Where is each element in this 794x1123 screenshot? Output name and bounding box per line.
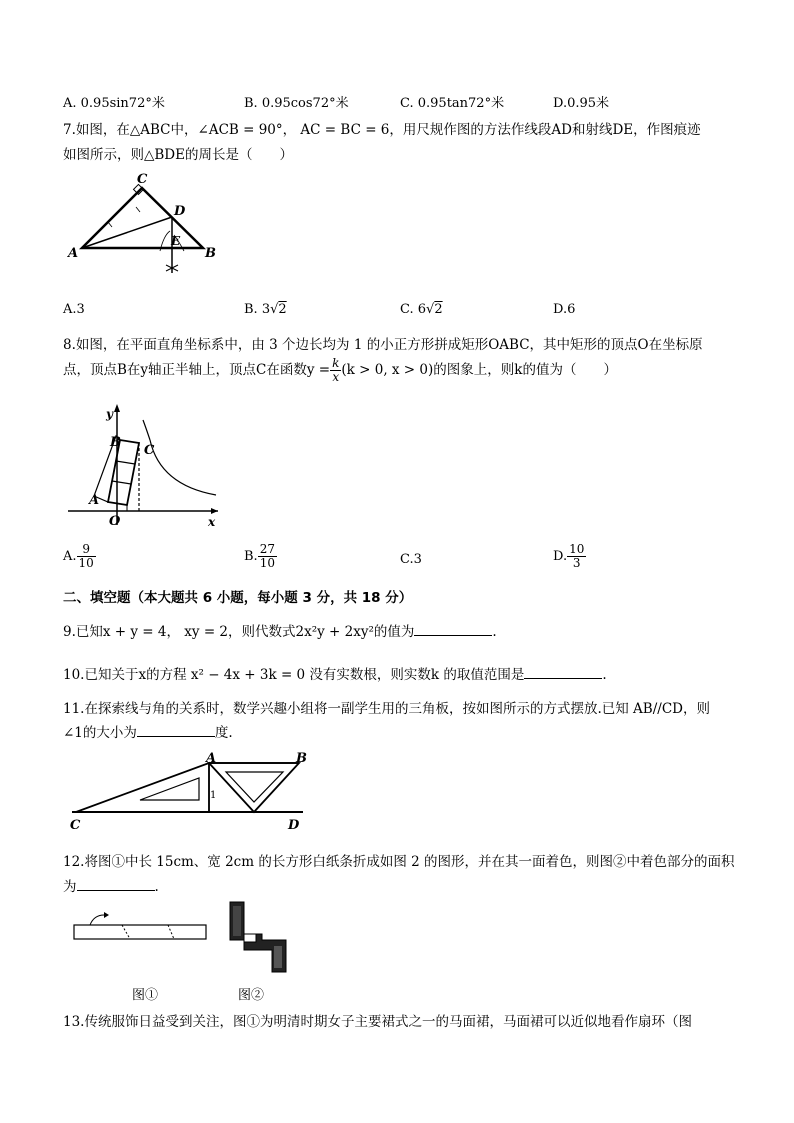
- q8-label-c: C: [144, 443, 155, 458]
- q12-caption-1: 图①: [132, 988, 159, 1003]
- q8-option-a: A. $\frac{9}{10}$: [63, 542, 94, 570]
- q7-label-d: D: [174, 204, 186, 219]
- q11-answer-blank[interactable]: [137, 724, 215, 737]
- q7-option-c: C. 6√2: [400, 302, 443, 317]
- q7-label-e: E: [171, 234, 181, 248]
- q7-label-c: C: [137, 172, 148, 187]
- q8-function-fraction: $\frac{k}{x}$: [332, 356, 340, 384]
- q8-label-y: y: [106, 407, 113, 421]
- q11-label-1: 1: [210, 790, 217, 801]
- q7-text-line2: 如图所示，则△BDE的周长是（ ）: [63, 147, 293, 163]
- q10-answer-blank[interactable]: [524, 666, 602, 679]
- q9-text: 9.已知x + y = 4， xy = 2，则代数式2x²y + 2xy²的值为 .: [63, 624, 497, 640]
- q12-figure-2: [222, 898, 304, 978]
- q12-text-line1: 12.将图①中长 15cm、宽 2cm 的长方形白纸条折成如图 2 的图形，并在其一面着色，则图②中着色部分的面积: [63, 854, 735, 870]
- q6-option-b: B. 0.95cos72°米: [244, 96, 349, 111]
- q8-label-o: O: [109, 514, 121, 529]
- q11-label-d: D: [288, 818, 300, 833]
- q7-option-d: D.6: [553, 302, 576, 317]
- q11-text-line1: 11.在探索线与角的关系时，数学兴趣小组将一副学生用的三角板，按如图所示的方式摆放.已知 AB//CD，则: [63, 701, 710, 717]
- q8-text-line1: 8.如图，在平面直角坐标系中，由 3 个边长均为 1 的小正方形拼成矩形OABC，其中矩形的顶点O在坐标原: [63, 337, 703, 353]
- q11-label-a: A: [206, 751, 217, 766]
- q8-figure: [68, 400, 228, 535]
- q11-label-c: C: [70, 818, 81, 833]
- q13-text-line1: 13.传统服饰日益受到关注，图①为明清时期女子主要裙式之一的马面裙，马面裙可以近似地看作扇环（图: [63, 1014, 692, 1030]
- q8-label-x: x: [208, 515, 216, 529]
- q9-answer-blank[interactable]: [414, 623, 492, 636]
- q11-label-b: B: [296, 751, 307, 766]
- section-2-heading: 二、填空题（本大题共 6 小题，每小题 3 分，共 18 分）: [63, 590, 413, 606]
- q12-text-line2: 为 .: [63, 879, 159, 895]
- q8-option-b: B. $\frac{27}{10}$: [244, 542, 275, 570]
- q6-option-d: D.0.95米: [553, 96, 610, 111]
- q7-text-line1: 7.如图，在△ABC中，∠ACB = 90°， AC = BC = 6，用尺规作图的方法作线段AD和射线DE，作图痕迹: [63, 122, 701, 138]
- q7-option-a: A.3: [63, 302, 85, 317]
- q12-answer-blank[interactable]: [77, 878, 155, 891]
- q7-label-a: A: [68, 246, 79, 261]
- q8-label-b: B: [110, 435, 121, 450]
- q6-option-a: A. 0.95sin72°米: [63, 96, 165, 111]
- q7-option-b: B. 3√2: [244, 302, 287, 317]
- q12-figure-1: [70, 905, 210, 950]
- q8-text-line2: 点，顶点B在y轴正半轴上，顶点C在函数y = $\frac{k}{x}$ (k > 0, x > 0)的图象上，则k的值为（ ）: [63, 356, 617, 384]
- q11-text-line2: ∠1的大小为 度.: [63, 725, 233, 741]
- q7-label-b: B: [205, 246, 216, 261]
- q10-text: 10.已知关于x的方程 x² − 4x + 3k = 0 没有实数根，则实数k 的取值范围是 .: [63, 667, 607, 683]
- q7-figure: [60, 165, 225, 280]
- q6-option-c: C. 0.95tan72°米: [400, 96, 505, 111]
- q12-caption-2: 图②: [238, 988, 265, 1003]
- q8-option-c: C.3: [400, 552, 422, 567]
- q11-figure: [66, 750, 316, 835]
- q8-label-a: A: [89, 493, 100, 508]
- q8-option-d: D. $\frac{10}{3}$: [553, 542, 585, 570]
